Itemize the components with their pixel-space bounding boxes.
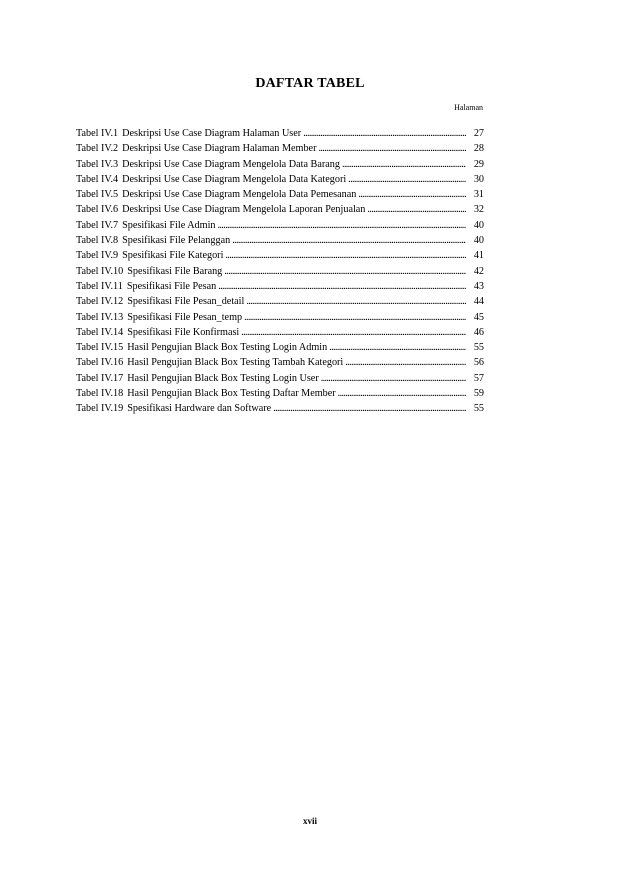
page-reference: 28 [473, 143, 484, 155]
list-item [76, 233, 484, 248]
list-item [76, 172, 484, 187]
dot-leader [342, 157, 466, 172]
table-title: Deskripsi Use Case Diagram Mengelola Data Barang [122, 158, 340, 170]
page-number: xvii [302, 816, 317, 826]
table-title: Hasil Pengujian Black Box Testing Login Admin [127, 342, 328, 354]
table-code: Tabel IV.2 [76, 143, 119, 155]
list-item [76, 187, 484, 202]
table-code: Tabel IV.4 [76, 173, 119, 185]
table-title: Deskripsi Use Case Diagram Halaman User [122, 128, 302, 139]
page-reference: 30 [473, 173, 484, 185]
dot-leader [321, 371, 466, 386]
table-title: Hasil Pengujian Black Box Testing Daftar Member [127, 388, 336, 400]
table-title: Deskripsi Use Case Diagram Mengelola Laporan Penjualan [122, 204, 366, 216]
list-item [76, 355, 484, 370]
dot-leader [348, 172, 466, 187]
list-item [76, 310, 484, 325]
dot-leader [367, 202, 466, 217]
page-reference: 43 [473, 280, 484, 292]
list-item [76, 202, 484, 217]
table-title: Spesifikasi File Pelanggan [122, 235, 231, 247]
list-item [76, 279, 484, 294]
page-column-label: Halaman [454, 103, 483, 112]
page-reference: 40 [473, 235, 484, 247]
dot-leader [218, 218, 467, 233]
table-code: Tabel IV.8 [76, 235, 119, 247]
dot-leader [244, 310, 466, 325]
list-item [76, 340, 484, 355]
dot-leader [345, 355, 466, 370]
table-code: Tabel IV.9 [76, 250, 119, 262]
page-reference: 57 [473, 372, 484, 384]
list-item [76, 325, 484, 340]
page-reference: 45 [473, 311, 484, 323]
page-reference: 40 [473, 219, 484, 231]
table-title: Deskripsi Use Case Diagram Mengelola Data Kategori [122, 173, 347, 185]
list-item [76, 141, 484, 156]
table-code: Tabel IV.5 [76, 189, 119, 201]
dot-leader [241, 325, 466, 340]
table-code: Tabel IV.6 [76, 204, 119, 216]
table-code: Tabel IV.17 [76, 372, 124, 384]
list-item [76, 371, 484, 386]
page-reference: 55 [473, 342, 484, 354]
page-reference: 29 [473, 158, 484, 170]
table-code: Tabel IV.14 [76, 326, 124, 338]
table-code: Tabel IV.10 [76, 265, 124, 277]
dot-leader [218, 279, 466, 294]
table-title: Spesifikasi File Konfirmasi [127, 326, 240, 338]
page-reference: 31 [473, 189, 484, 201]
dot-leader [329, 340, 466, 355]
page-reference: 56 [473, 357, 484, 369]
table-title: Spesifikasi File Barang [127, 265, 223, 277]
page-reference: 42 [473, 265, 484, 277]
page-reference: 46 [473, 326, 484, 338]
table-code: Tabel IV.7 [76, 219, 119, 231]
dot-leader [246, 294, 466, 309]
page-reference: 27 [473, 128, 484, 139]
table-title: Spesifikasi File Pesan_temp [127, 311, 243, 323]
dot-leader [224, 264, 466, 279]
table-code: Tabel IV.18 [76, 388, 124, 400]
dot-leader [273, 401, 466, 416]
list-item [76, 126, 484, 141]
table-code: Tabel IV.12 [76, 296, 124, 308]
page-title: DAFTAR TABEL [255, 76, 365, 91]
page-reference: 32 [473, 204, 484, 216]
table-title: Spesifikasi File Pesan [126, 280, 217, 292]
table-code: Tabel IV.3 [76, 158, 119, 170]
dot-leader [232, 233, 466, 248]
table-code: Tabel IV.13 [76, 311, 124, 323]
table-title: Spesifikasi File Pesan_detail [127, 296, 245, 308]
table-title: Hasil Pengujian Black Box Testing Login User [127, 372, 319, 384]
table-title: Spesifikasi File Admin [122, 219, 216, 231]
list-item [76, 157, 484, 172]
table-title: Spesifikasi File Kategori [122, 250, 224, 262]
table-title: Hasil Pengujian Black Box Testing Tambah Kategori [127, 357, 344, 369]
table-code: Tabel IV.16 [76, 357, 124, 369]
dot-leader [338, 386, 466, 401]
list-item [76, 248, 484, 263]
page-reference: 59 [473, 388, 484, 400]
list-item [76, 264, 484, 279]
list-item [76, 401, 484, 416]
dot-leader [318, 141, 466, 156]
dot-leader [225, 248, 466, 263]
list-item [76, 386, 484, 401]
table-code: Tabel IV.11 [76, 280, 123, 292]
list-item [76, 294, 484, 309]
table-title: Spesifikasi Hardware dan Software [127, 403, 272, 415]
table-code: Tabel IV.19 [76, 403, 124, 415]
dot-leader [303, 126, 466, 141]
page-reference: 41 [473, 250, 484, 262]
table-code: Tabel IV.1 [76, 128, 119, 139]
list-item [76, 218, 484, 233]
table-list [76, 126, 484, 417]
table-title: Deskripsi Use Case Diagram Mengelola Data Pemesanan [122, 189, 357, 201]
page-reference: 44 [473, 296, 484, 308]
table-title: Deskripsi Use Case Diagram Halaman Member [122, 143, 317, 155]
page-reference: 55 [473, 403, 484, 415]
dot-leader [358, 187, 466, 202]
table-code: Tabel IV.15 [76, 342, 124, 354]
